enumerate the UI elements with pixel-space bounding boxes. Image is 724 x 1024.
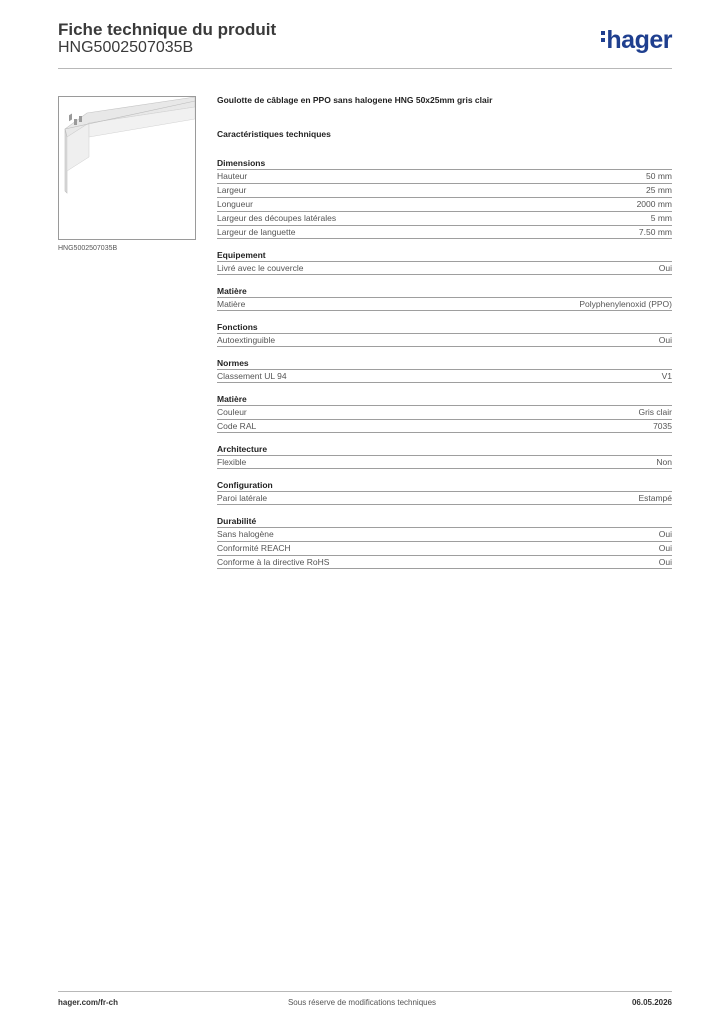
section-title: Equipement: [217, 250, 266, 260]
spec-row: [217, 369, 672, 383]
spec-label: Hauteur: [217, 171, 248, 181]
spec-value: Estampé: [638, 493, 672, 503]
spec-label: Autoextinguible: [217, 335, 276, 345]
spec-label: Largeur: [217, 185, 247, 195]
section-title: Normes: [217, 358, 249, 368]
section-title: Matière: [217, 394, 247, 404]
spec-label: Flexible: [217, 457, 247, 467]
section-title: Fonctions: [217, 322, 258, 332]
spec-label: Conformité REACH: [217, 543, 291, 553]
spec-row: [217, 183, 672, 197]
spec-value: Oui: [658, 529, 672, 539]
product-name: Goulotte de câblage en PPO sans halogene HNG 50x25mm gris clair: [217, 95, 493, 105]
spec-value: Polyphenylenoxid (PPO): [579, 299, 672, 309]
spec-value: Gris clair: [638, 407, 672, 417]
spec-label: Livré avec le couvercle: [217, 263, 304, 273]
spec-row: [217, 333, 672, 347]
spec-sheet: [217, 95, 672, 578]
logo-text: hager: [606, 26, 672, 54]
spec-row: [217, 211, 672, 225]
spec-section: [217, 248, 672, 275]
spec-value: Oui: [658, 557, 672, 567]
spec-section: [217, 478, 672, 505]
spec-label: Couleur: [217, 407, 247, 417]
spec-value: 7.50 mm: [638, 227, 672, 237]
spec-table: [217, 455, 672, 469]
hager-logo[interactable]: [601, 28, 672, 53]
cable-duct-illustration: [59, 97, 195, 239]
spec-section: [217, 320, 672, 347]
section-title: Durabilité: [217, 516, 257, 526]
image-caption: HNG5002507035B: [58, 245, 118, 252]
section-title: Architecture: [217, 444, 268, 454]
spec-label: Code RAL: [217, 421, 257, 431]
page-title: Fiche technique du produit: [58, 20, 277, 39]
section-title: Dimensions: [217, 158, 266, 168]
spec-label: Largeur de languette: [217, 227, 296, 237]
spec-section: [217, 156, 672, 239]
spec-section: [217, 356, 672, 383]
spec-row: [217, 225, 672, 239]
header-divider: [58, 68, 672, 69]
spec-label: Classement UL 94: [217, 371, 287, 381]
section-title: Configuration: [217, 480, 273, 490]
spec-row: [217, 419, 672, 433]
spec-row: [217, 541, 672, 555]
spec-label: Longueur: [217, 199, 253, 209]
spec-label: Matière: [217, 299, 246, 309]
spec-value: Oui: [658, 263, 672, 273]
spec-section: [217, 392, 672, 433]
spec-value: 50 mm: [646, 171, 672, 181]
spec-label: Largeur des découpes latérales: [217, 213, 337, 223]
spec-value: 2000 mm: [636, 199, 672, 209]
spec-value: 7035: [653, 421, 672, 431]
spec-section: [217, 514, 672, 569]
product-image: [58, 96, 196, 240]
spec-label: Paroi latérale: [217, 493, 268, 503]
spec-row: [217, 297, 672, 311]
spec-section: [217, 284, 672, 311]
spec-row: [217, 555, 672, 569]
characteristics-title: Caractéristiques techniques: [217, 129, 331, 139]
spec-row: [217, 261, 672, 275]
spec-value: Oui: [658, 543, 672, 553]
footer-divider: [58, 991, 672, 992]
spec-table: [217, 333, 672, 347]
spec-label: Conforme à la directive RoHS: [217, 557, 330, 567]
spec-value: 5 mm: [650, 213, 672, 223]
spec-value: V1: [661, 371, 672, 381]
spec-value: Non: [656, 457, 672, 467]
spec-value: Oui: [658, 335, 672, 345]
spec-row: [217, 169, 672, 183]
spec-row: [217, 527, 672, 541]
spec-table: [217, 491, 672, 505]
footer-website-link[interactable]: hager.com/fr-ch: [58, 998, 119, 1007]
spec-table: [217, 297, 672, 311]
footer-disclaimer: Sous réserve de modifications techniques: [287, 998, 437, 1007]
spec-row: [217, 405, 672, 419]
spec-label: Sans halogène: [217, 529, 274, 539]
footer-date: 06.05.2026: [631, 998, 672, 1007]
product-reference: HNG5002507035B: [58, 39, 194, 56]
spec-table: [217, 169, 672, 239]
spec-section: [217, 442, 672, 469]
spec-table: [217, 527, 672, 569]
logo-colon-icon: [601, 28, 605, 45]
spec-table: [217, 261, 672, 275]
spec-table: [217, 405, 672, 433]
spec-value: 25 mm: [646, 185, 672, 195]
section-title: Matière: [217, 286, 247, 296]
spec-table: [217, 369, 672, 383]
spec-row: [217, 197, 672, 211]
spec-row: [217, 491, 672, 505]
spec-row: [217, 455, 672, 469]
spec-sections: [217, 156, 672, 569]
